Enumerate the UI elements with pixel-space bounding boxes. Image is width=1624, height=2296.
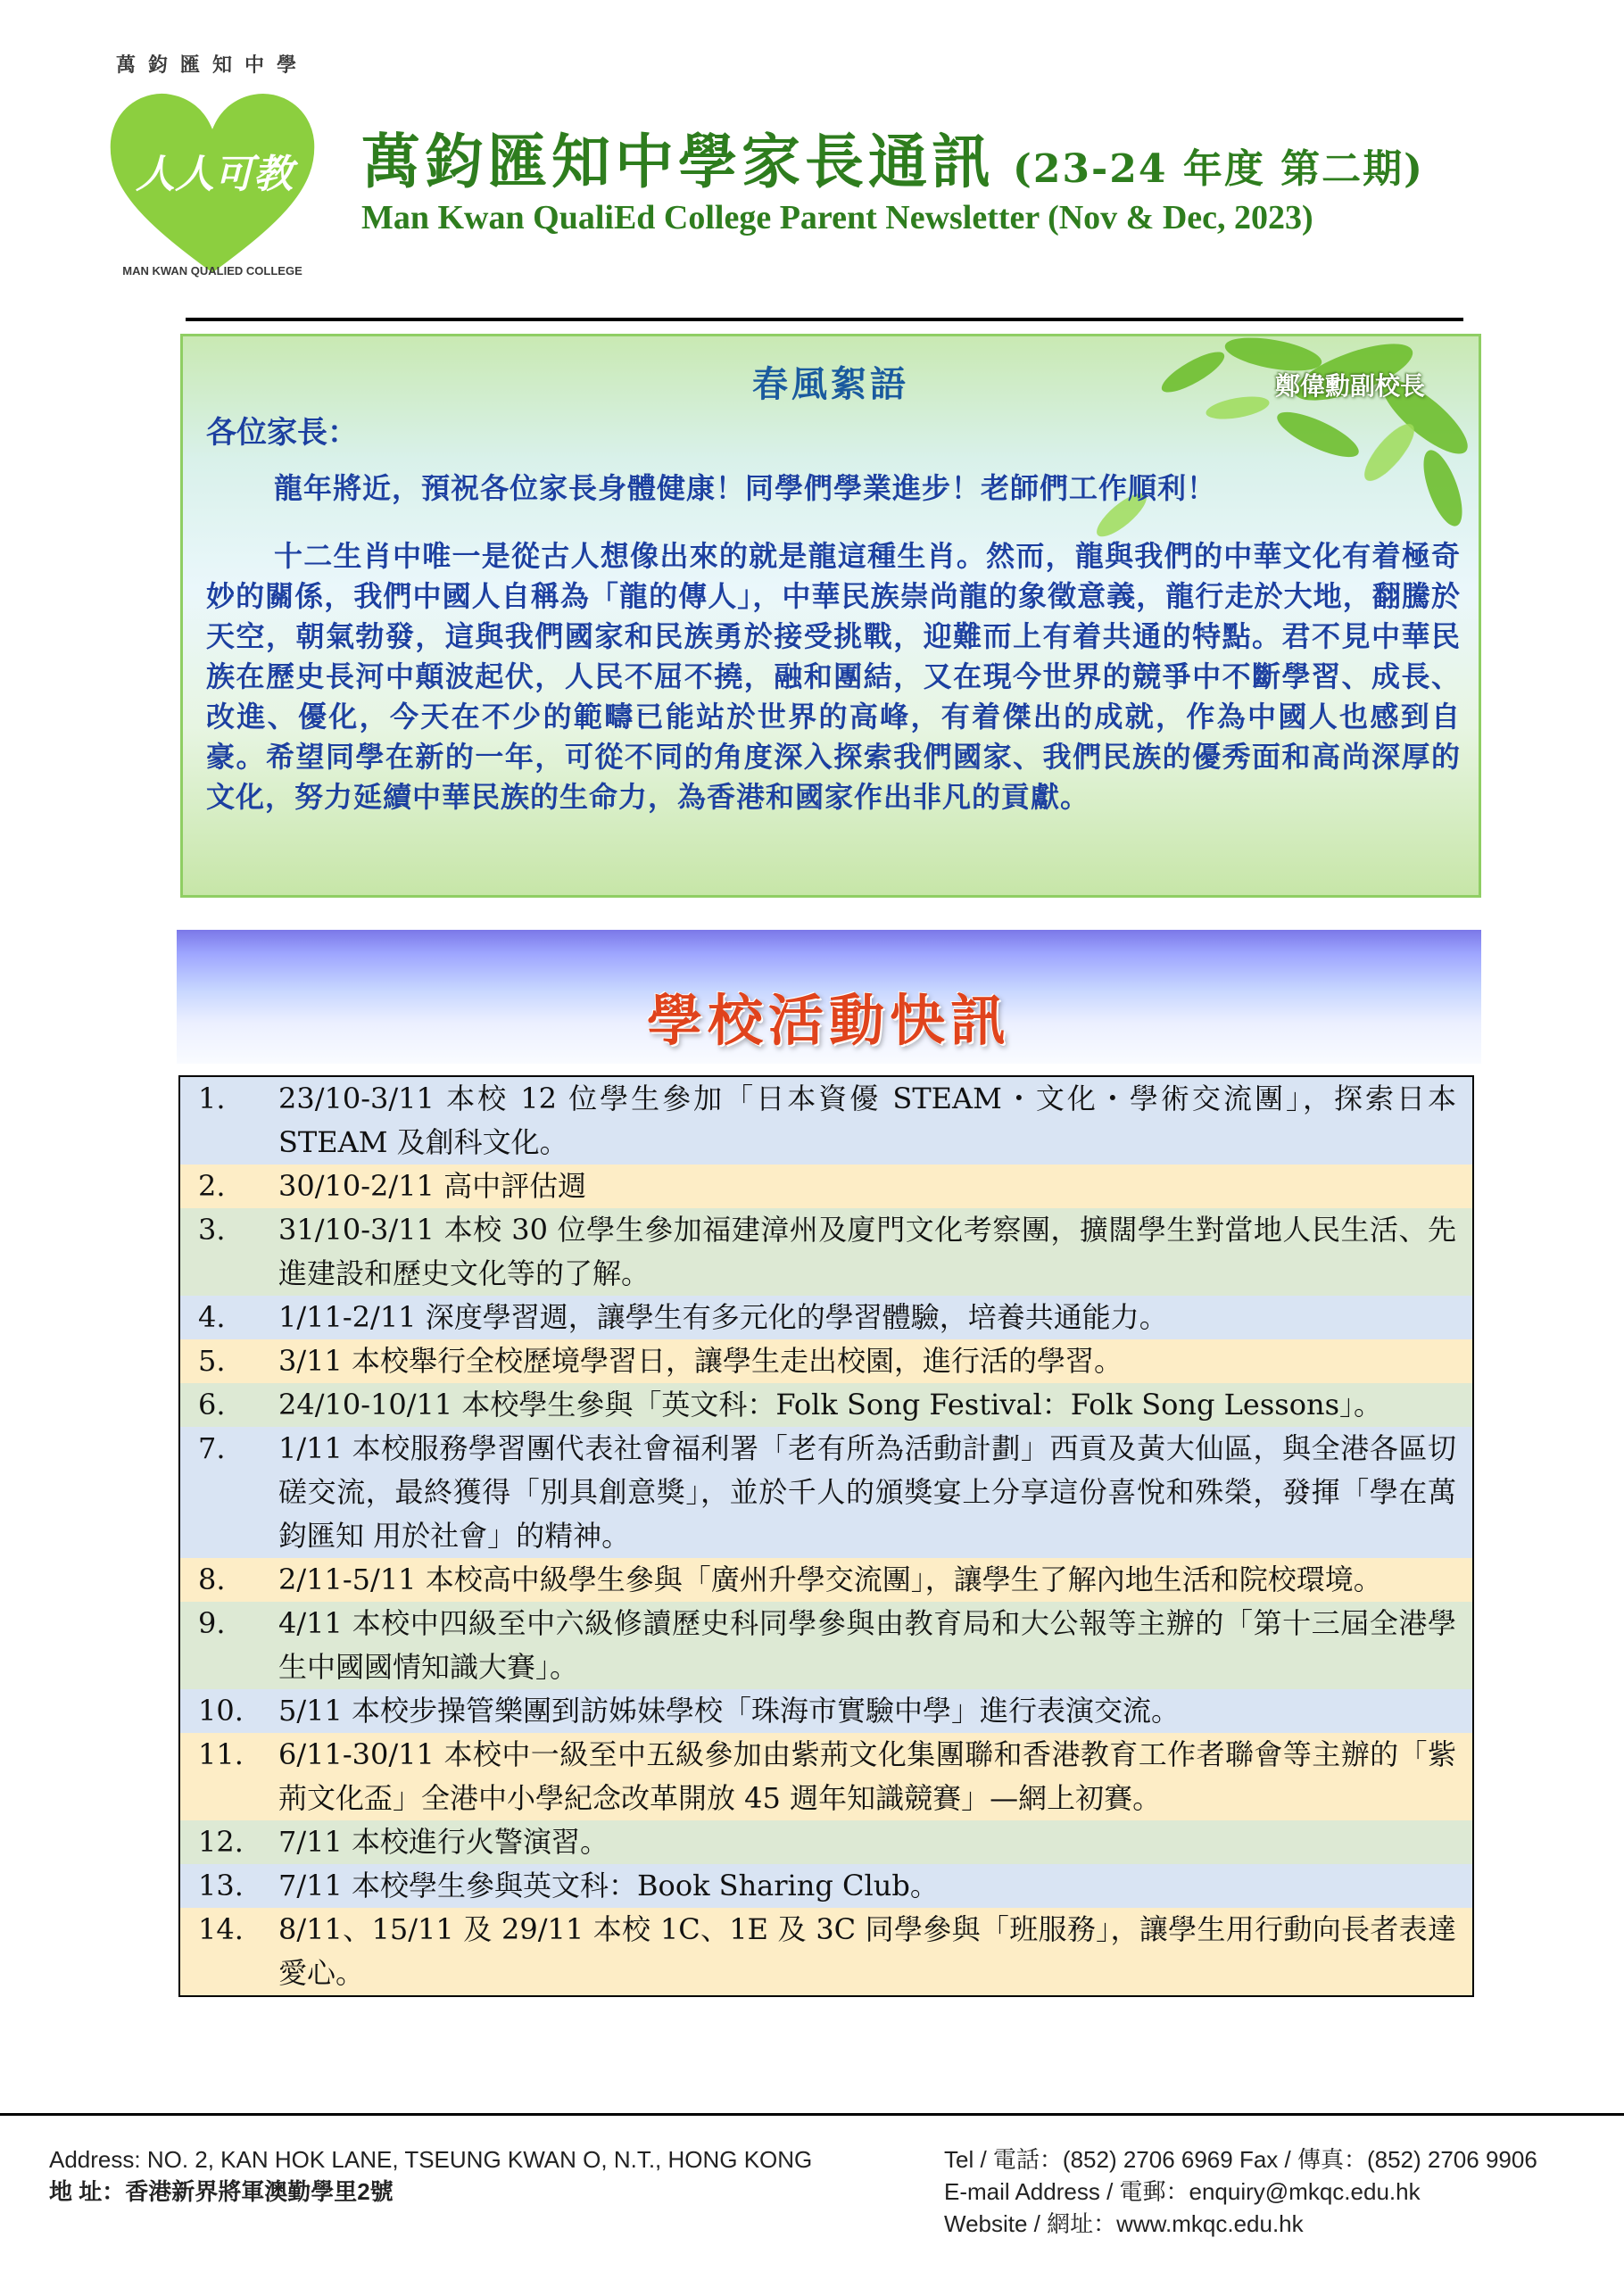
activity-row [179, 1339, 1473, 1383]
activity-text: 1/11 本校服務學習團代表社會福利署「老有所為活動計劃」西貢及黃大仙區，與全港各區切磋交流，最終獲得「別具創意獎」，並於千人的頒獎宴上分享這份喜悅和殊榮，發揮「學在萬鈞匯知 用於社會」的精神。 [278, 1431, 1456, 1553]
logo-heart-text: 人人可教 [136, 152, 293, 197]
header-divider [186, 318, 1463, 321]
activity-row [179, 1820, 1473, 1864]
logo-ring-en: MAN KWAN QUALIED COLLEGE [122, 264, 302, 278]
school-logo [79, 54, 346, 286]
activity-text: 8/11、15/11 及 29/11 本校 1C、1E 及 3C 同學參與「班服務」，讓學生用行動向長者表達愛心。 [278, 1912, 1456, 1990]
activity-row [179, 1165, 1473, 1208]
activity-text: 3/11 本校舉行全校歷境學習日，讓學生走出校園，進行活的學習。 [278, 1344, 1123, 1378]
activities-banner-title: 學校活動快訊 [646, 988, 1011, 1053]
message-title: 春風絮語 [752, 363, 909, 405]
message-paragraph-1: 龍年將近，預祝各位家長身體健康！同學們學業進步！老師們工作順利！ [274, 471, 1217, 505]
newsletter-title-en: Man Kwan QualiEd College Parent Newsletter (Nov & Dec, 2023) [361, 199, 1313, 236]
message-greeting: 各位家長： [206, 415, 358, 451]
email-address[interactable]: E-mail Address / 電郵：enquiry@mkqc.edu.hk [944, 2178, 1421, 2205]
activity-number: 4. [198, 1300, 226, 1334]
activity-text: 23/10-3/11 本校 12 位學生參加「日本資優 STEAM・文化・學術交流團」，探索日本 STEAM 及創科文化。 [278, 1082, 1456, 1159]
activity-row [179, 1908, 1473, 1996]
issue-label: (23-24 年度 第二期) [1013, 146, 1424, 192]
newsletter-title-cn [361, 114, 1424, 199]
activity-number: 14. [198, 1912, 244, 1946]
activity-row [179, 1733, 1473, 1820]
tel-fax: Tel / 電話：(852) 2706 6969 Fax / 傳真：(852) 2706 9906 [944, 2146, 1537, 2173]
activity-number: 10. [198, 1694, 244, 1728]
website-link[interactable]: Website / 網址：www.mkqc.edu.hk [944, 2210, 1304, 2237]
principal-message-box [180, 334, 1481, 898]
activity-number: 12. [198, 1825, 244, 1859]
activity-row [179, 1864, 1473, 1908]
message-author: 鄭偉勳副校長 [1274, 371, 1425, 401]
activity-number: 2. [198, 1169, 226, 1203]
activity-number: 3. [198, 1213, 226, 1247]
footer-divider [0, 2113, 1624, 2116]
activity-text: 7/11 本校學生參與英文科：Book Sharing Club。 [278, 1869, 939, 1902]
activity-row [179, 1296, 1473, 1339]
footer-contact [944, 2143, 1537, 2240]
activities-table [178, 1075, 1474, 1997]
activity-row [179, 1558, 1473, 1602]
activity-row [179, 1602, 1473, 1689]
address-cn: 地 址：香港新界將軍澳勤學里2號 [49, 2178, 394, 2205]
logo-ring-cn: 萬鈞匯知中學 [115, 54, 310, 77]
activity-row [179, 1208, 1473, 1296]
activity-number: 1. [198, 1082, 226, 1115]
message-paragraph-2: 十二生肖中唯一是從古人想像出來的就是龍這種生肖。然而，龍與我們的中華文化有着極奇妙的關係，我們中國人自稱為「龍的傳人」，中華民族崇尚龍的象徵意義，龍行走於大地，翻騰於天空，朝氣勃發，這與我們國家和民族勇於接受挑戰，迎難而上有着共通的特點。君不見中華民族在歷史長河中顛波起伏，人民不屈不撓，融和團結，又在現今世界的競爭中不斷學習、成長、改進、優化，今天在不少的範疇已能站於世界的高峰，有着傑出的成就，作為中國人也感到自豪。希望同學在新的一年，可從不同的角度深入探索我們國家、我們民族的優秀面和高尚深厚的文化，努力延續中華民族的生命力，為香港和國家作出非凡的貢獻。 [206, 539, 1461, 814]
activity-number: 6. [198, 1388, 226, 1422]
activity-number: 8. [198, 1562, 226, 1596]
activity-number: 11. [198, 1737, 244, 1771]
activity-row [179, 1427, 1473, 1558]
activity-number: 9. [198, 1606, 226, 1640]
activity-number: 13. [198, 1869, 244, 1902]
activity-text: 4/11 本校中四級至中六級修讀歷史科同學參與由教育局和大公報等主辦的「第十三屆全港學生中國國情知識大賽」。 [278, 1606, 1456, 1684]
activity-text: 24/10-10/11 本校學生參與「英文科：Folk Song Festival：Folk Song Lessons」。 [278, 1388, 1382, 1422]
activity-text: 30/10-2/11 高中評估週 [278, 1169, 587, 1203]
activity-text: 2/11-5/11 本校高中級學生參與「廣州升學交流團」，讓學生了解內地生活和院校環境。 [278, 1562, 1382, 1596]
activity-text: 6/11-30/11 本校中一級至中五級參加由紫荊文化集團聯和香港教育工作者聯會等主辦的「紫荊文化盃」全港中小學紀念改革開放 45 週年知識競賽」—網上初賽。 [278, 1737, 1456, 1815]
address-en: Address: NO. 2, KAN HOK LANE, TSEUNG KWAN O, N.T., HONG KONG [49, 2146, 813, 2173]
activity-row [179, 1689, 1473, 1733]
title-cn-text: 萬鈞匯知中學家長通訊 [361, 127, 995, 196]
activity-row [179, 1383, 1473, 1427]
footer-address [49, 2143, 812, 2208]
activities-banner [177, 930, 1481, 1064]
activity-number: 7. [198, 1431, 226, 1465]
activity-text: 1/11-2/11 深度學習週，讓學生有多元化的學習體驗，培養共通能力。 [278, 1300, 1168, 1334]
activity-text: 5/11 本校步操管樂團到訪姊妹學校「珠海市實驗中學」進行表演交流。 [278, 1694, 1181, 1728]
activity-number: 5. [198, 1344, 226, 1378]
activity-text: 31/10-3/11 本校 30 位學生參加福建漳州及廈門文化考察團，擴闊學生對當地人民生活、先進建設和歷史文化等的了解。 [278, 1213, 1456, 1290]
activity-row [179, 1076, 1473, 1165]
activity-text: 7/11 本校進行火警演習。 [278, 1825, 609, 1859]
